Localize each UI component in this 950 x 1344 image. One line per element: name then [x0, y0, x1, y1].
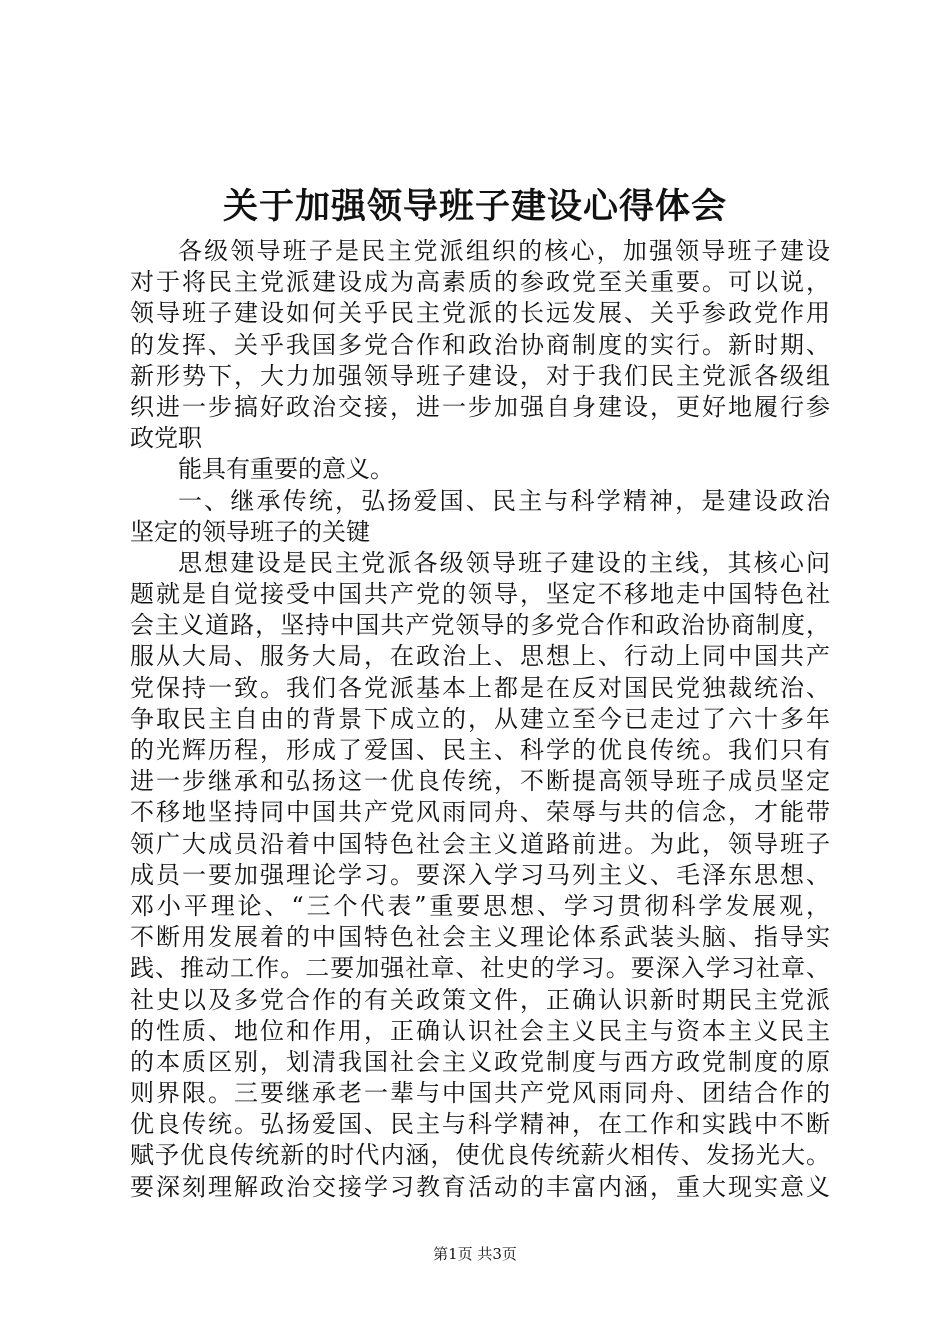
paragraph-line: 会主义道路，坚持中国共产党领导的多党合作和政治协商制度， — [130, 611, 830, 640]
paragraph-line: 新形势下，大力加强领导班子建设，对于我们民主党派各级组 — [130, 361, 830, 390]
paragraph-line: 领导班子建设如何关乎民主党派的长远发展、关乎参政党作用 — [130, 299, 830, 328]
paragraph-line: 的性质、地位和作用，正确认识社会主义民主与资本主义民主 — [130, 1016, 830, 1045]
paragraph-line: 思想建设是民主党派各级领导班子建设的主线，其核心问 — [178, 548, 830, 577]
document-title: 关于加强领导班子建设心得体会 — [222, 186, 727, 227]
paragraph-line: 进一步继承和弘扬这一优良传统，不断提高领导班子成员坚定 — [130, 767, 830, 796]
paragraph-line: 的发挥、关乎我国多党合作和政治协商制度的实行。新时期、 — [130, 330, 830, 359]
paragraph-line: 对于将民主党派建设成为高素质的参政党至关重要。可以说， — [130, 268, 830, 297]
paragraph-line: 政党职 — [130, 424, 202, 453]
section-heading-line: 一、继承传统，弘扬爱国、民主与科学精神，是建设政治 — [178, 486, 830, 515]
paragraph-line: 践、推动工作。二要加强社章、社史的学习。要深入学习社章、 — [130, 954, 830, 983]
paragraph-line: 成员一要加强理论学习。要深入学习马列主义、毛泽东思想、 — [130, 860, 830, 889]
paragraph-line: 领广大成员沿着中国特色社会主义道路前进。为此，领导班子 — [130, 829, 830, 858]
paragraph-line: 邓小平理论、“三个代表”重要思想、学习贯彻科学发展观， — [130, 891, 830, 920]
paragraph-line: 各级领导班子是民主党派组织的核心，加强领导班子建设 — [178, 237, 830, 265]
paragraph-line: 要深刻理解政治交接学习教育活动的丰富内涵，重大现实意义 — [130, 1172, 830, 1201]
paragraph-line: 不移地坚持同中国共产党风雨同舟、荣辱与共的信念，才能带 — [130, 798, 830, 827]
paragraph-line: 则界限。三要继承老一辈与中国共产党风雨同舟、团结合作的 — [130, 1079, 830, 1108]
paragraph-line: 题就是自觉接受中国共产党的领导，坚定不移地走中国特色社 — [130, 580, 830, 609]
paragraph-line: 不断用发展着的中国特色社会主义理论体系武装头脑、指导实 — [130, 923, 830, 952]
paragraph-line: 服从大局、服务大局，在政治上、思想上、行动上同中国共产 — [130, 642, 830, 671]
page-number-footer: 第1页 共3页 — [433, 1245, 517, 1263]
paragraph-line: 党保持一致。我们各党派基本上都是在反对国民党独裁统治、 — [130, 673, 830, 702]
section-heading-line: 坚定的领导班子的关键 — [130, 517, 370, 546]
paragraph-line: 优良传统。弘扬爱国、民主与科学精神，在工作和实践中不断 — [130, 1110, 830, 1139]
paragraph-line: 的光辉历程，形成了爱国、民主、科学的优良传统。我们只有 — [130, 736, 830, 764]
paragraph-line: 争取民主自由的背景下成立的，从建立至今已走过了六十多年 — [130, 704, 830, 733]
document-body — [130, 236, 830, 1203]
paragraph-line: 织进一步搞好政治交接，进一步加强自身建设，更好地履行参 — [130, 392, 830, 421]
paragraph-line: 赋予优良传统新的时代内涵，使优良传统薪火相传、发扬光大。 — [130, 1141, 830, 1170]
paragraph-line: 社史以及多党合作的有关政策文件，正确认识新时期民主党派 — [130, 985, 830, 1014]
paragraph-line: 能具有重要的意义。 — [178, 455, 394, 484]
paragraph-line: 的本质区别，划清我国社会主义政党制度与西方政党制度的原 — [130, 1047, 830, 1076]
